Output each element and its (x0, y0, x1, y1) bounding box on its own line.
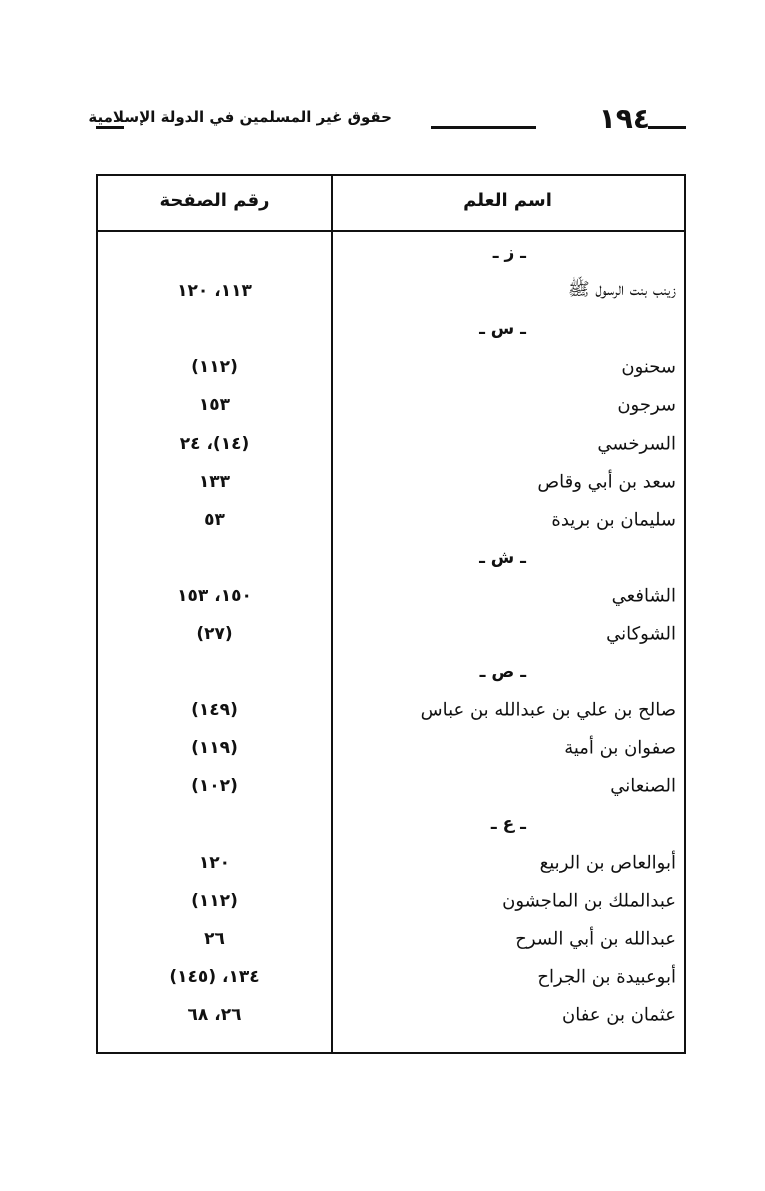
person-name: السرخسي (597, 433, 676, 455)
table-row (98, 767, 684, 805)
page-references: ١٥٠، ١٥٣ (177, 585, 252, 606)
table-body (98, 234, 684, 1034)
letter-heading: ـ ص ـ (479, 662, 526, 683)
person-name: سعد بن أبي وقاص (537, 471, 676, 493)
book-title: حقوق غير المسلمين في الدولة الإسلامية (88, 108, 392, 126)
page-references: (١١٢) (191, 890, 238, 911)
page-references: (١١٢) (191, 357, 238, 378)
page-references: (١٤)، ٢٤ (179, 433, 250, 454)
column-header-name: اسم العلم (463, 190, 552, 211)
table-row (98, 501, 684, 539)
page-references: ١٣٣ (198, 471, 231, 492)
page-references: (١٠٢) (191, 776, 238, 797)
person-name: سليمان بن بريدة (551, 509, 676, 531)
person-name: سرجون (617, 394, 676, 416)
person-name: عثمان بن عفان (562, 1004, 676, 1026)
person-name: صالح بن علي بن عبدالله بن عباس (420, 699, 676, 721)
letter-section-row (98, 234, 684, 272)
header-rule-right (648, 126, 686, 129)
table-row (98, 844, 684, 882)
letter-heading: ـ ع ـ (490, 814, 526, 835)
person-name: أبوعبيدة بن الجراح (537, 966, 676, 988)
letter-section-row (98, 653, 684, 691)
page-references: ١٥٣ (198, 395, 231, 416)
names-index-table (96, 174, 686, 1054)
table-row (98, 729, 684, 767)
letter-section-row (98, 805, 684, 843)
table-row (98, 615, 684, 653)
column-header-page: رقم الصفحة (159, 190, 270, 211)
person-name: عبدالله بن أبي السرح (515, 928, 676, 950)
letter-heading: ـ ز ـ (492, 243, 526, 264)
person-name: زينب بنت الرسول ﷺ (567, 279, 676, 301)
person-name: سحنون (621, 356, 676, 378)
table-row (98, 691, 684, 729)
page-references: (١٤٩) (191, 700, 238, 721)
letter-heading: ـ س ـ (479, 319, 526, 340)
header-rule-middle (431, 126, 536, 129)
page-references: (٢٧) (196, 623, 233, 644)
table-row (98, 348, 684, 386)
letter-section-row (98, 310, 684, 348)
page-references: ١٢٠ (198, 852, 231, 873)
page-references: (١١٩) (191, 738, 238, 759)
letter-heading: ـ ش ـ (479, 547, 526, 568)
page-references: ٥٣ (204, 509, 225, 530)
table-row (98, 272, 684, 310)
page-references: ١٣٤، (١٤٥) (169, 966, 260, 987)
person-name: الشوكاني (606, 623, 676, 645)
table-row (98, 882, 684, 920)
table-row (98, 996, 684, 1034)
page-number: ١٩٤ (598, 102, 650, 135)
table-row (98, 577, 684, 615)
running-header (88, 102, 686, 142)
page-references: ١١٣، ١٢٠ (177, 281, 252, 302)
person-name: صفوان بن أمية (564, 737, 676, 759)
person-name: عبدالملك بن الماجشون (502, 890, 676, 912)
letter-section-row (98, 539, 684, 577)
table-row (98, 958, 684, 996)
table-row (98, 463, 684, 501)
table-header-rule (98, 230, 684, 232)
page-references: ٢٦، ٦٨ (187, 1004, 242, 1025)
table-row (98, 920, 684, 958)
table-row (98, 386, 684, 424)
person-name: الصنعاني (610, 775, 676, 797)
page-references: ٢٦ (204, 928, 225, 949)
person-name: أبوالعاص بن الربيع (539, 852, 676, 874)
header-rule-left (96, 126, 124, 129)
person-name: الشافعي (611, 585, 676, 607)
table-row (98, 424, 684, 462)
